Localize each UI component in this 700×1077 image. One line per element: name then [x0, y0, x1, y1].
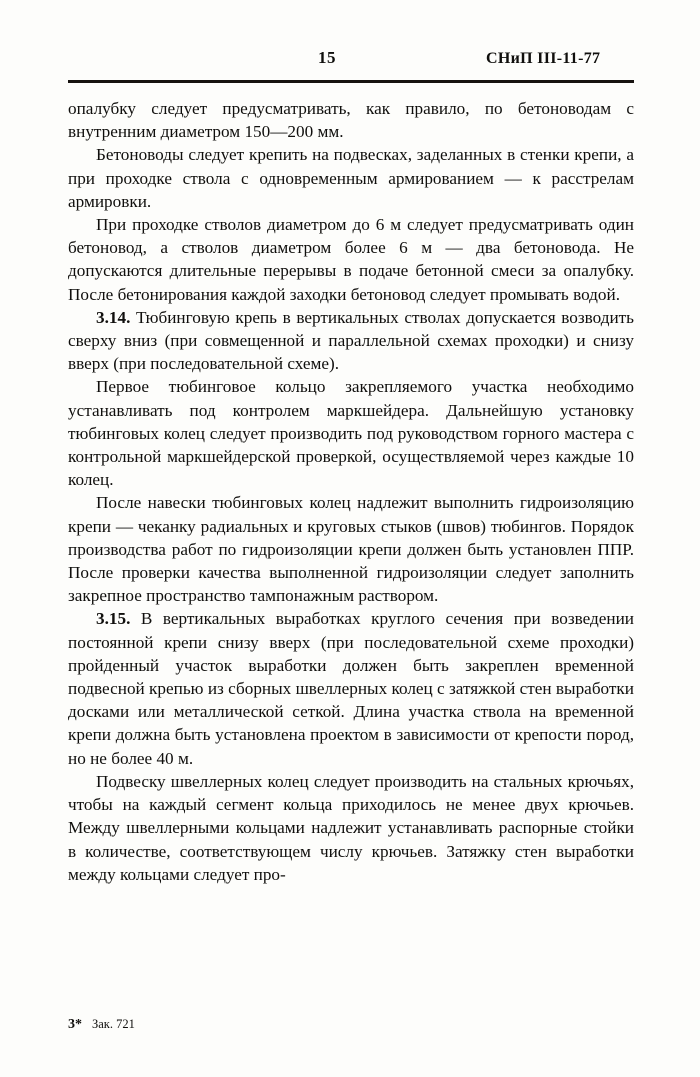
- body-text: [68, 97, 634, 886]
- paragraph: После навески тюбинговых колец надлежит выполнить гидроизоляцию крепи — чеканку радиальных и круговых стыков (швов) тюбингов. Порядок производства работ по гидроизоляции крепи должен быть установлен ППР. После проверки качества выполненной гидроизоляции следует заполнить закрепное пространство тампонажным раствором.: [68, 493, 634, 606]
- page-footer: [68, 1017, 634, 1033]
- paragraph-clause-3-14: 3.14. Тюбинговую крепь в вертикальных стволах допускается возводить сверху вниз (при совмещенной и параллельной схемах проходки) и снизу вверх (при последовательной схеме).: [68, 307, 634, 374]
- document-code: СНиП III-11-77: [486, 50, 601, 67]
- paragraph: Бетоноводы следует крепить на подвесках, заделанных в стенки крепи, а при проходке ствола с одновременным армированием — к расстрелам армировки.: [68, 145, 634, 211]
- paragraph: опалубку следует предусматривать, как правило, по бетоноводам с внутренним диаметром 150—200 мм.: [68, 99, 634, 142]
- header-divider: [68, 80, 634, 83]
- paragraph-clause-3-15: 3.15. В вертикальных выработках круглого сечения при возведении постоянной крепи снизу вверх (при последовательной схеме проходки) пройденный участок выработки должен быть закреплен временной подвесной крепью из сборных швеллерных колец с затяжкой стен выработки досками или металлической сеткой. Длина участка ствола на временной крепи должна быть установлена проектом в зависимости от крепости пород, но не более 40 м.: [68, 609, 634, 768]
- page-header: [68, 48, 634, 78]
- paragraph: Первое тюбинговое кольцо закрепляемого участка необходимо устанавливать под контролем маркшейдера. Дальнейшую установку тюбинговых колец следует производить под руководством горного мастера с контрольной маркшейдерской проверкой, осуществляемой через каждые 10 колец.: [68, 377, 634, 490]
- page-number: 15: [318, 48, 336, 67]
- order-number: Зак. 721: [92, 1017, 135, 1031]
- signature-mark: 3*: [68, 1017, 82, 1032]
- paragraph: Подвеску швеллерных колец следует производить на стальных крючьях, чтобы на каждый сегмент кольца приходилось не менее двух крючьев. Между швеллерными кольцами надлежит устанавливать распорные стойки в количестве, соответствующем числу крючьев. Затяжку стен выработки между кольцами следует про-: [68, 771, 634, 884]
- paragraph: При проходке стволов диаметром до 6 м следует предусматривать один бетоновод, а стволов диаметром более 6 м — два бетоновода. Не допускаются длительные перерывы в подаче бетонной смеси за опалубку. После бетонирования каждой заходки бетоновод следует промывать водой.: [68, 215, 634, 304]
